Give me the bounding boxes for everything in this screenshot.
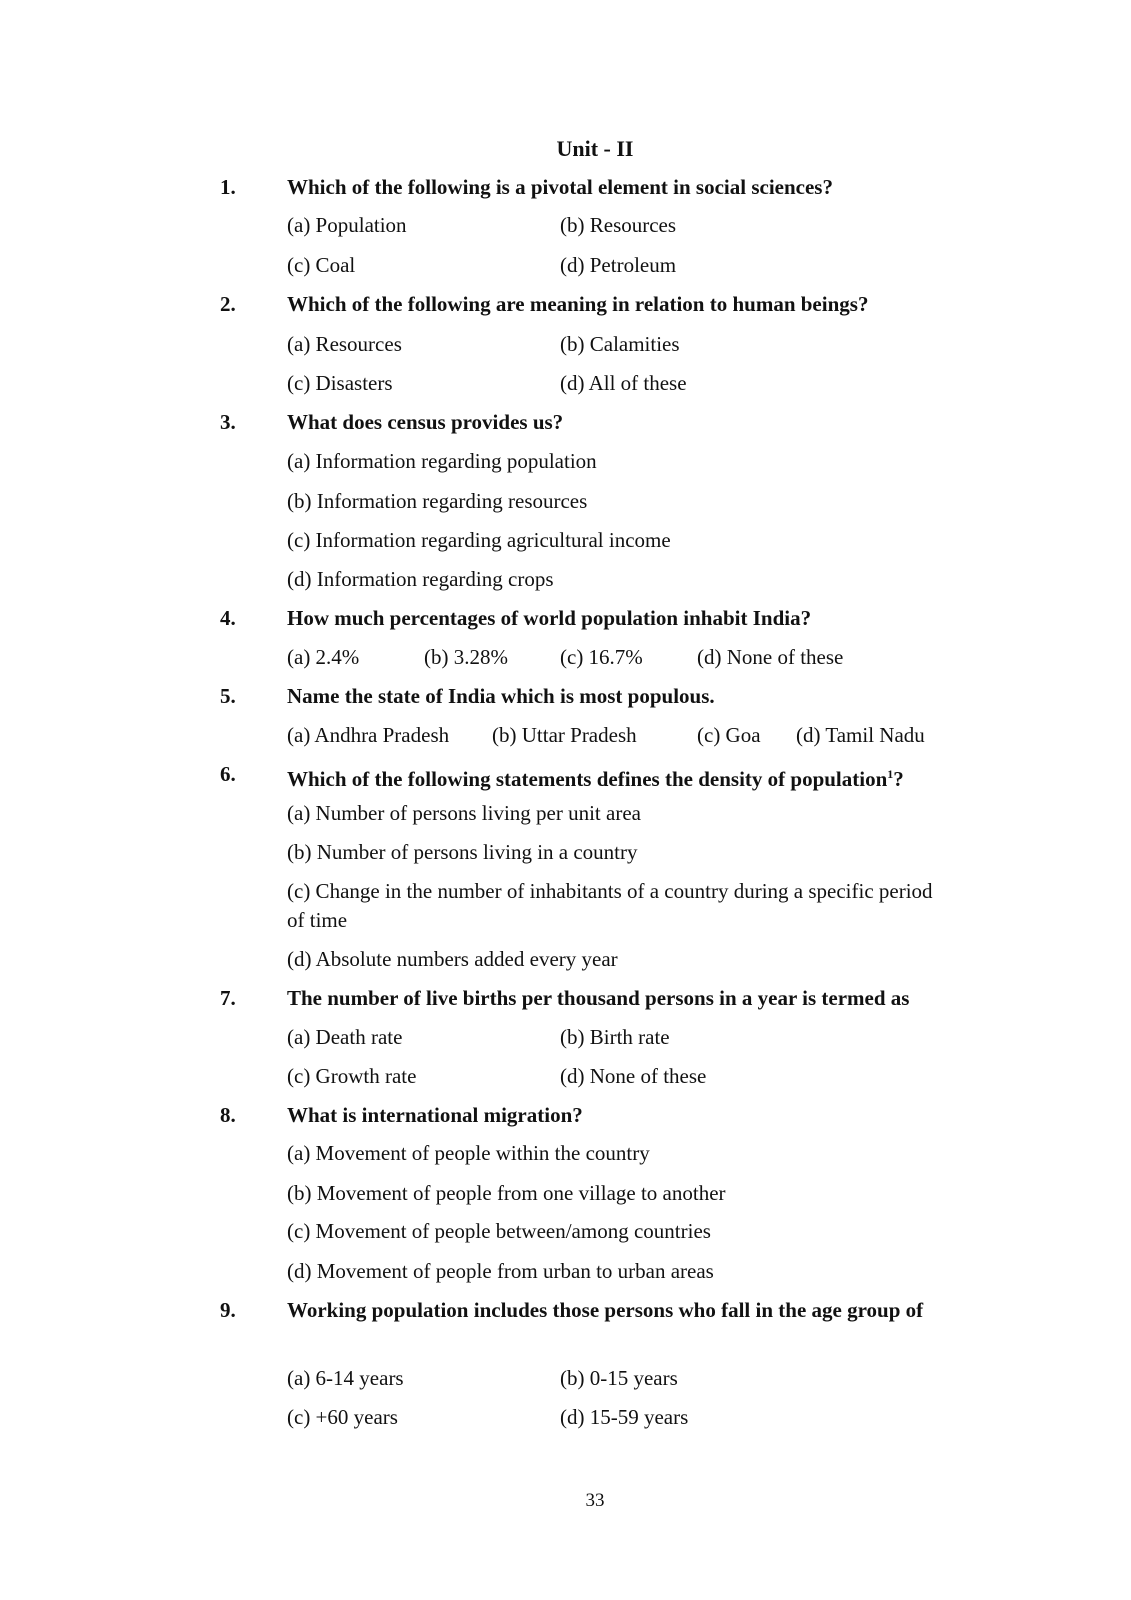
option-a: (a) Population: [287, 213, 407, 237]
option-d: (d) All of these: [560, 371, 687, 395]
question-text: [287, 760, 977, 794]
option-b: (b) Birth rate: [560, 1025, 670, 1049]
unit-title: Unit - II: [556, 136, 634, 161]
option-c: (c) Change in the number of inhabitants of a country during a specific period of time: [287, 879, 933, 932]
option-c: (c) Coal: [287, 253, 356, 277]
question-text-main: Which of the following statements defines the density of population: [287, 767, 888, 791]
question-number: 2.: [220, 292, 236, 316]
option-b: (b) 0-15 years: [560, 1366, 678, 1390]
option-c: (c) Growth rate: [287, 1064, 417, 1088]
option-b: (b) Information regarding resources: [287, 489, 588, 513]
option-a: (a) Movement of people within the country: [287, 1141, 650, 1165]
option-a: (a) Information regarding population: [287, 449, 597, 473]
option-d: (d) Tamil Nadu: [796, 723, 925, 747]
question-number: 4.: [220, 606, 236, 630]
option-a: (a) Number of persons living per unit area: [287, 801, 641, 825]
option-a: (a) Andhra Pradesh: [287, 723, 450, 747]
question-text: The number of live births per thousand persons in a year is termed as: [287, 986, 910, 1010]
option-a: (a) 2.4%: [287, 645, 360, 669]
option-c: (c) +60 years: [287, 1405, 398, 1429]
question-text-end: ?: [893, 767, 904, 791]
option-c: (c) Movement of people between/among countries: [287, 1219, 711, 1243]
question-number: 5.: [220, 684, 236, 708]
option-b: (b) 3.28%: [424, 645, 508, 669]
option-c: (c) Information regarding agricultural income: [287, 528, 671, 552]
page-number: 33: [585, 1490, 605, 1511]
option-b: (b) Number of persons living in a country: [287, 840, 638, 864]
option-b: (b) Movement of people from one village to another: [287, 1181, 726, 1205]
option-c: (c) 16.7%: [560, 645, 643, 669]
option-d: (d) Information regarding crops: [287, 567, 554, 591]
question-number: 7.: [220, 986, 236, 1010]
option-a: (a) Resources: [287, 332, 402, 356]
question-number: 8.: [220, 1103, 236, 1127]
option-b: (b) Resources: [560, 213, 677, 237]
option-d: (d) None of these: [560, 1064, 707, 1088]
option-b: (b) Uttar Pradesh: [492, 723, 637, 747]
option-a: (a) 6-14 years: [287, 1366, 404, 1390]
question-text: What does census provides us?: [287, 410, 564, 434]
question-number: 1.: [220, 175, 236, 199]
question-text: How much percentages of world population inhabit India?: [287, 606, 812, 630]
question-number: 9.: [220, 1298, 236, 1322]
option-a: (a) Death rate: [287, 1025, 403, 1049]
footnote-marker: 1: [887, 767, 894, 781]
question-text: What is international migration?: [287, 1103, 583, 1127]
question-text: Working population includes those persons who fall in the age group of: [287, 1298, 924, 1322]
option-d: (d) 15-59 years: [560, 1405, 689, 1429]
question-text: Which of the following are meaning in relation to human beings?: [287, 292, 869, 316]
option-b: (b) Calamities: [560, 332, 680, 356]
question-text: Which of the following is a pivotal element in social sciences?: [287, 175, 833, 199]
question-text: Name the state of India which is most populous.: [287, 684, 715, 708]
option-d: (d) Absolute numbers added every year: [287, 947, 618, 971]
option-c: (c) Disasters: [287, 371, 393, 395]
option-d: (d) None of these: [697, 645, 844, 669]
option-c: (c) Goa: [697, 723, 761, 747]
question-number: 3.: [220, 410, 236, 434]
option-d: (d) Movement of people from urban to urban areas: [287, 1259, 714, 1283]
option-d: (d) Petroleum: [560, 253, 677, 277]
question-number: 6.: [220, 762, 236, 786]
